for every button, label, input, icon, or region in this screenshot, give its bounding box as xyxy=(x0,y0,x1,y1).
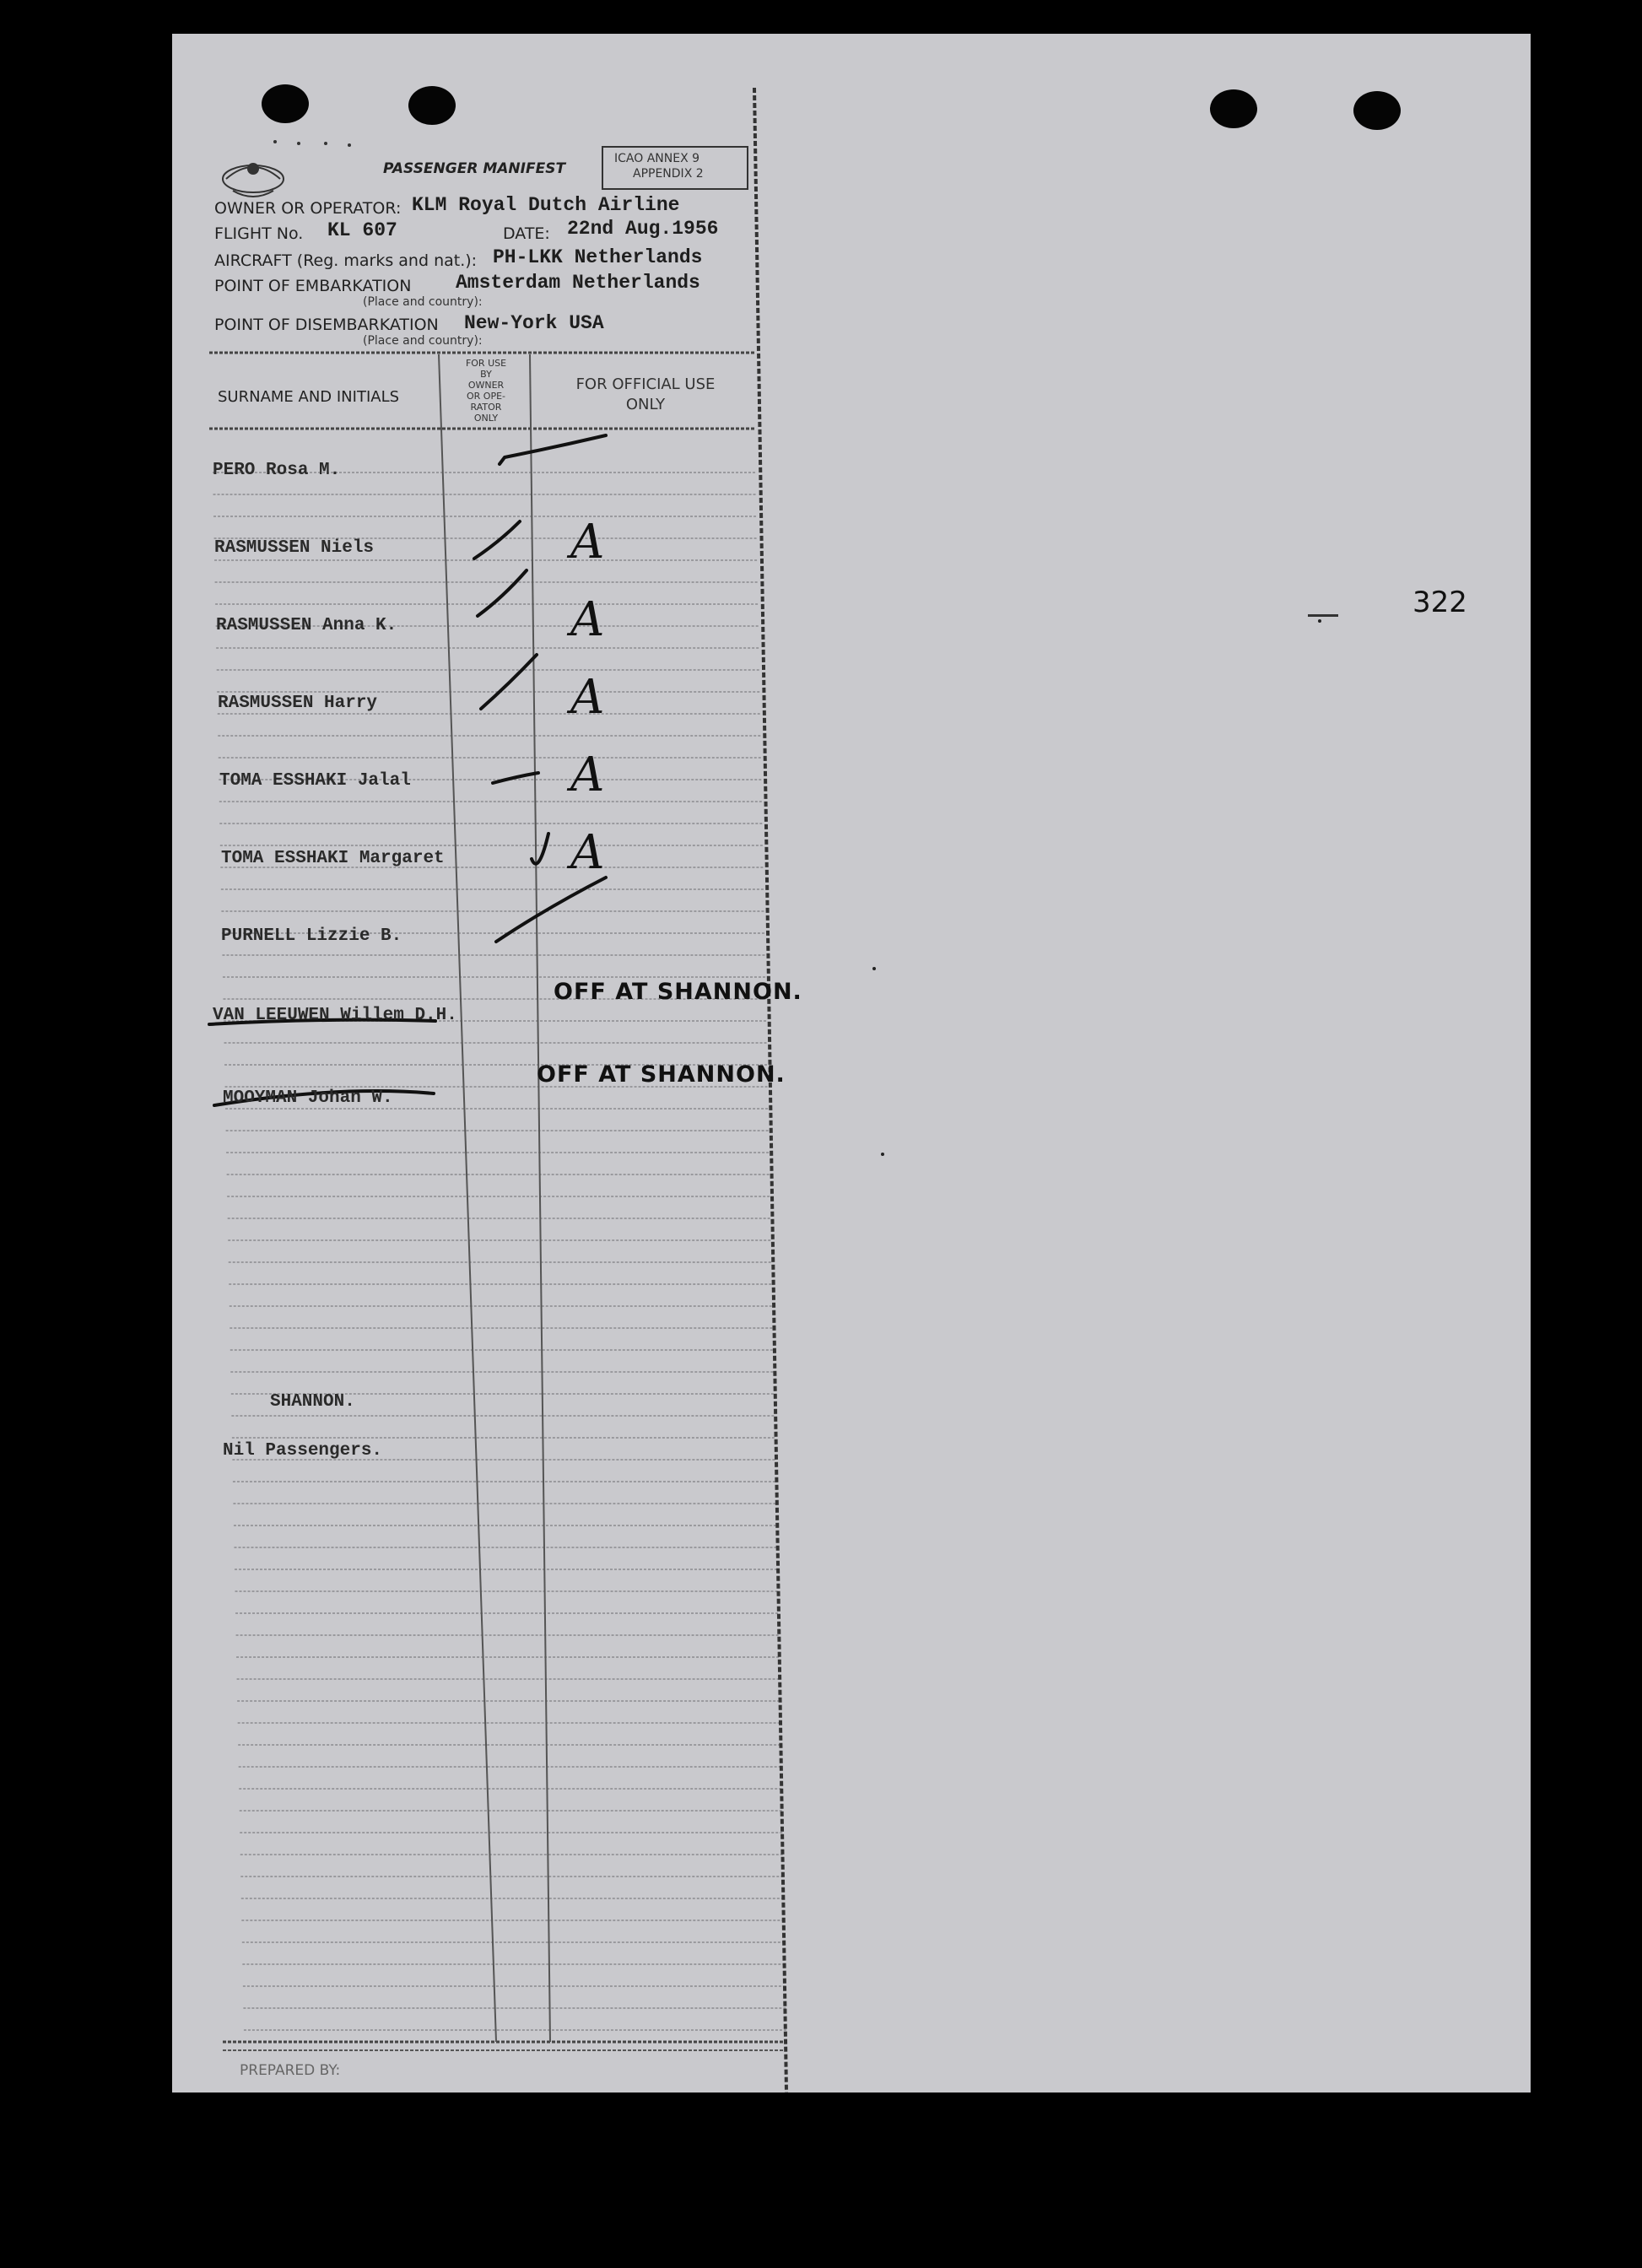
official-mark: A xyxy=(570,748,605,802)
klm-logo-icon xyxy=(223,164,284,197)
aircraft-label: AIRCRAFT (Reg. marks and nat.): xyxy=(214,251,478,270)
flight-label: FLIGHT No. xyxy=(214,224,304,243)
manifest-page xyxy=(172,34,1531,2092)
date-value: 22nd Aug.1956 xyxy=(567,218,719,240)
flight-value: KL 607 xyxy=(327,219,397,241)
passenger-name: PURNELL Lizzie B. xyxy=(221,926,402,946)
official-mark: A xyxy=(570,592,605,647)
owner-use-line: FOR USE xyxy=(465,358,507,369)
disembark-label: POINT OF DISEMBARKATION xyxy=(214,316,439,334)
owner-label: OWNER OR OPERATOR: xyxy=(214,199,402,218)
owner-use-line: OR OPE- xyxy=(466,391,505,402)
check-marks xyxy=(209,435,606,1105)
official-mark: A xyxy=(570,515,605,570)
passenger-name: TOMA ESSHAKI Margaret xyxy=(221,849,445,868)
embark-label: POINT OF EMBARKATION xyxy=(214,277,412,295)
passenger-name: PERO Rosa M. xyxy=(213,461,341,480)
form-title: PASSENGER MANIFEST xyxy=(383,160,566,177)
passenger-name: RASMUSSEN Harry xyxy=(218,694,378,713)
disembark-value: New-York USA xyxy=(464,312,604,334)
appendix-label: APPENDIX 2 xyxy=(633,167,704,181)
off-at-shannon-stamp: OFF AT SHANNON. xyxy=(554,979,802,1005)
prepared-by-label: PREPARED BY: xyxy=(240,2062,341,2079)
aircraft-value: PH-LKK Netherlands xyxy=(493,246,703,268)
passenger-name: TOMA ESSHAKI Jalal xyxy=(219,771,411,791)
owner-use-line: OWNER xyxy=(467,380,505,391)
owner-use-line: ONLY xyxy=(473,413,499,424)
embark-value: Amsterdam Netherlands xyxy=(456,272,700,294)
official-mark: A xyxy=(570,825,605,880)
col-surname: SURNAME AND INITIALS xyxy=(218,388,400,406)
passenger-name: RASMUSSEN Anna K. xyxy=(216,616,397,635)
passenger-name: MOOYMAN Johan W. xyxy=(223,1088,393,1108)
owner-value: KLM Royal Dutch Airline xyxy=(412,194,680,216)
embark-sub: (Place and country): xyxy=(363,295,483,309)
official-mark: A xyxy=(570,670,605,725)
note-nil-passengers: Nil Passengers. xyxy=(223,1441,383,1461)
disembark-sub: (Place and country): xyxy=(363,334,483,348)
owner-use-line: RATOR xyxy=(470,402,502,413)
col-official-use xyxy=(540,375,751,415)
owner-use-line: BY xyxy=(480,369,492,380)
off-at-shannon-stamp: OFF AT SHANNON. xyxy=(537,1061,786,1088)
official-use-line: FOR OFFICIAL USE xyxy=(575,375,716,393)
official-use-line: ONLY xyxy=(625,396,666,413)
annex-label: ICAO ANNEX 9 xyxy=(614,152,700,165)
col-owner-use xyxy=(444,358,528,424)
dash-mark xyxy=(1308,614,1338,617)
passenger-name: VAN LEEUWEN Willem D.H. xyxy=(213,1006,457,1025)
note-shannon: SHANNON. xyxy=(270,1392,355,1412)
passenger-name: RASMUSSEN Niels xyxy=(214,538,375,558)
date-label: DATE: xyxy=(503,224,550,243)
page-number: 322 xyxy=(1412,586,1467,619)
